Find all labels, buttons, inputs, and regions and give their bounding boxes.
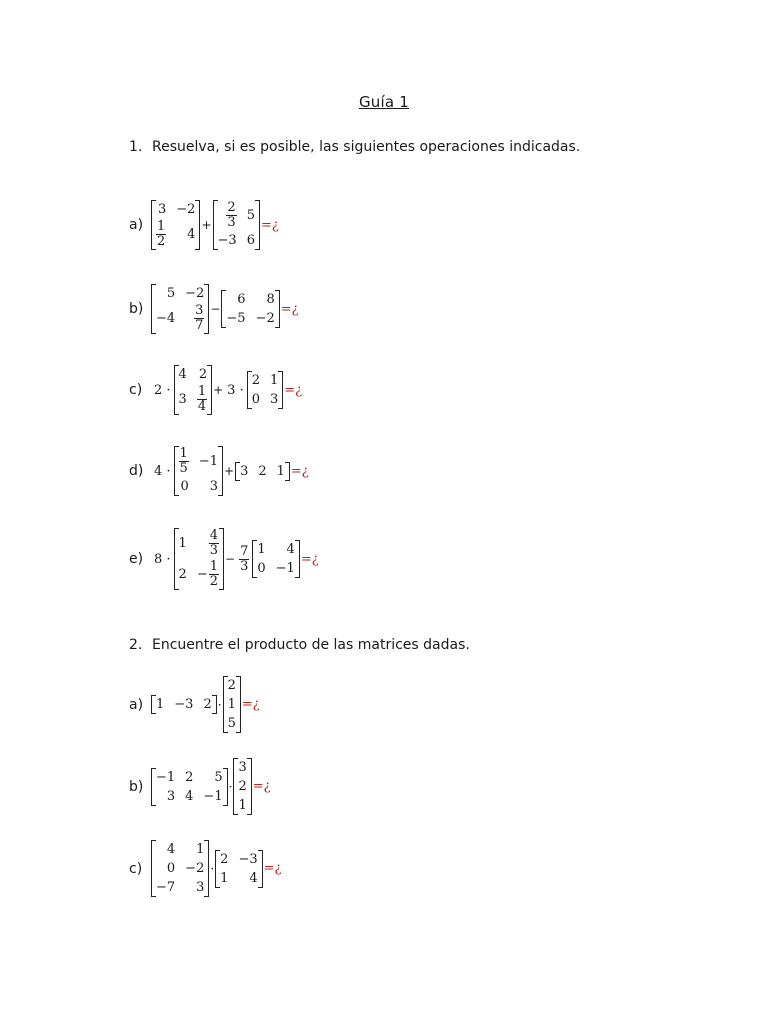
matrix-cell: 3 <box>209 479 218 494</box>
matrix-cell: 2 <box>251 373 260 388</box>
matrix-cell: 1 <box>220 870 229 886</box>
scalar: 8 · <box>154 551 171 567</box>
matrix <box>247 371 284 409</box>
matrix-cell: 2 <box>238 779 247 794</box>
matrix-cell: −3 <box>217 233 237 248</box>
exercise-1b <box>129 284 299 334</box>
exercise-label: a) <box>129 696 144 713</box>
matrix-cell: 2 <box>203 697 212 712</box>
question-2-text: Encuentre el producto de las matrices dadas. <box>152 637 470 653</box>
exercise-1c <box>129 365 302 415</box>
matrix-cell: −1 <box>275 561 295 576</box>
page-title: Guía 1 <box>358 93 409 111</box>
equals-unknown: =¿ <box>260 217 279 233</box>
fraction-scalar: $\frac{7}{3}$ <box>240 543 249 574</box>
matrix <box>223 676 241 733</box>
matrix-cell: 2 <box>220 851 229 867</box>
matrix-cell: −2 <box>255 311 275 326</box>
matrix-cell: $\frac{1}{2}$ <box>157 219 166 249</box>
matrix <box>151 768 228 806</box>
matrix-cell: 3 <box>178 392 187 407</box>
matrix-cell: 0 <box>166 861 176 876</box>
exercise-label: a) <box>129 217 144 233</box>
exercise-1a <box>129 200 279 250</box>
operator: + <box>224 464 235 478</box>
matrix-cell: 4 <box>187 227 196 242</box>
matrix-cell: 1 <box>276 463 285 479</box>
matrix-cell: 2 <box>258 463 267 479</box>
matrix <box>221 290 279 328</box>
equals-unknown: =¿ <box>284 382 303 398</box>
question-1-heading <box>129 139 580 155</box>
matrix <box>174 446 223 496</box>
scalar: 3 · <box>227 382 244 398</box>
matrix-cell: 5 <box>246 208 255 223</box>
matrix-cell: 1 <box>196 842 205 857</box>
matrix-cell: −2 <box>176 202 196 217</box>
matrix-cell: 3 <box>158 202 167 217</box>
scalar: 2 · <box>154 382 171 398</box>
matrix-cell: −7 <box>156 880 176 895</box>
matrix-cell: −2 <box>185 286 205 301</box>
operator: + <box>201 218 212 232</box>
exercise-2a <box>129 676 260 733</box>
exercise-label: d) <box>129 463 144 479</box>
equals-unknown: =¿ <box>252 779 271 794</box>
matrix-cell: 0 <box>180 479 189 494</box>
matrix-cell: 8 <box>266 292 275 307</box>
matrix-cell: 1 <box>270 373 279 388</box>
equals-unknown: =¿ <box>241 697 260 712</box>
operator: − <box>225 552 236 566</box>
matrix-cell: 3 <box>240 463 249 479</box>
question-1-number: 1. <box>129 139 143 155</box>
matrix-cell: −5 <box>226 311 246 326</box>
matrix-cell: 2 <box>185 769 194 785</box>
matrix-cell: $\frac{4}{3}$ <box>209 528 219 558</box>
exercise-label: b) <box>129 778 144 795</box>
operator: · <box>228 779 233 794</box>
matrix-cell: 4 <box>185 788 194 804</box>
exercise-1e <box>129 528 319 590</box>
exercise-1d <box>129 446 309 496</box>
matrix <box>174 528 224 590</box>
matrix-cell: −1 <box>203 788 223 804</box>
operator: + <box>213 383 224 397</box>
equals-unknown: =¿ <box>280 301 299 317</box>
equals-unknown: =¿ <box>300 551 319 567</box>
matrix-cell: 6 <box>237 292 246 307</box>
matrix-cell: 2 <box>227 678 236 693</box>
matrix-cell: 4 <box>286 542 295 557</box>
question-1-text: Resuelva, si es posible, las siguientes operaciones indicadas. <box>152 139 581 155</box>
matrix-cell: 4 <box>166 842 176 857</box>
matrix-cell: 2 <box>198 367 208 382</box>
matrix-cell: 3 <box>238 760 247 775</box>
matrix-cell: 5 <box>166 286 176 301</box>
matrix-cell: $\frac{2}{3}$ <box>227 200 236 230</box>
matrix-cell: 1 <box>227 697 236 712</box>
matrix-cell: −3 <box>174 697 194 712</box>
matrix-cell: 6 <box>246 233 255 248</box>
matrix <box>213 200 260 250</box>
matrix <box>215 850 262 888</box>
matrix-cell: 2 <box>178 567 187 582</box>
matrix-cell: 1 <box>257 542 266 557</box>
question-2-heading <box>129 637 470 653</box>
exercise-label: c) <box>129 860 143 877</box>
matrix-cell: −1 <box>156 769 176 785</box>
matrix <box>252 540 299 578</box>
matrix-cell: − $\frac{1}{2}$ <box>196 559 219 589</box>
matrix-cell: −4 <box>156 311 176 326</box>
matrix <box>233 758 251 815</box>
matrix <box>235 462 290 481</box>
matrix-cell: 1 <box>238 798 247 813</box>
exercise-label: b) <box>129 301 144 317</box>
exercise-2c <box>129 840 282 897</box>
matrix-cell: 0 <box>251 392 260 407</box>
exercise-label: c) <box>129 382 143 398</box>
matrix-cell: 3 <box>196 880 205 895</box>
question-2-number: 2. <box>129 637 143 653</box>
matrix-cell: −1 <box>198 454 218 469</box>
operator: · <box>210 861 215 876</box>
operator: − <box>210 302 221 316</box>
scalar: 4 · <box>154 463 171 479</box>
equals-unknown: =¿ <box>263 861 282 876</box>
matrix <box>174 365 213 415</box>
exercise-2b <box>129 758 271 815</box>
matrix-cell: −2 <box>185 861 205 876</box>
matrix-cell: $\frac{1}{5}$ <box>179 446 188 476</box>
matrix <box>151 695 217 714</box>
matrix <box>151 200 200 250</box>
exercise-label: e) <box>129 551 144 567</box>
matrix-cell: $\frac{3}{7}$ <box>195 303 204 333</box>
matrix-cell: 4 <box>178 367 187 382</box>
matrix-cell: 3 <box>270 392 279 407</box>
matrix-cell: 1 <box>156 697 165 712</box>
matrix <box>151 840 209 897</box>
matrix-cell: 0 <box>257 561 266 576</box>
operator: · <box>217 697 222 712</box>
matrix-cell: 4 <box>249 870 258 886</box>
matrix-cell: 3 <box>166 788 176 804</box>
matrix-cell: 5 <box>227 716 236 731</box>
matrix-cell: 5 <box>214 769 223 785</box>
matrix-cell: −3 <box>238 851 258 867</box>
equals-unknown: =¿ <box>290 463 309 479</box>
matrix <box>151 284 209 334</box>
matrix-cell: 1 <box>178 536 187 551</box>
matrix-cell: $\frac{1}{4}$ <box>197 384 207 414</box>
